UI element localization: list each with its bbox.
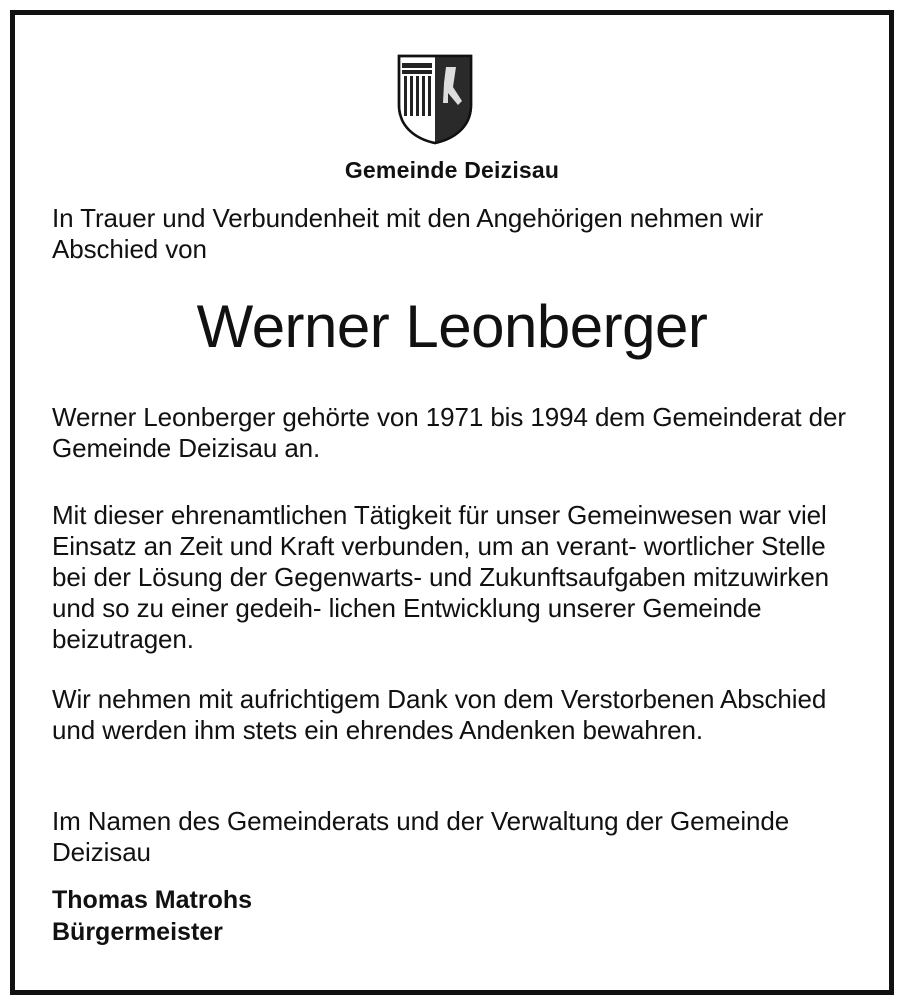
coat-of-arms-icon [396,53,474,145]
paragraph-honorary-work: Mit dieser ehrenamtlichen Tätigkeit für unser Gemeinwesen war viel Einsatz an Zeit und Kraft verbunden, um an verant- wortlicher Stelle bei der Lösung der Gegenwarts- und Zukunftsaufgaben mitzuwirken und so zu einer gedeih- lichen Entwicklung unserer Gemeinde beizutragen. [52,500,830,654]
paragraph-thanks: Wir nehmen mit aufrichtigem Dank von dem Verstorbenen Abschied und werden ihm stets ein ehrendes Andenken bewahren. [52,684,827,745]
paragraph-council-tenure: Werner Leonberger gehörte von 1971 bis 1994 dem Gemeinderat der Gemeinde Deizisau an. [52,402,846,463]
signatory-title: Bürgermeister [52,918,223,946]
intro-text: In Trauer und Verbundenheit mit den Angehörigen nehmen wir Abschied von [52,203,764,264]
deceased-name: Werner Leonberger [196,293,708,360]
signature-block [52,884,252,948]
paragraph-on-behalf: Im Namen des Gemeinderats und der Verwaltung der Gemeinde Deizisau [52,806,790,867]
signatory-name: Thomas Matrohs [52,886,253,914]
organization-heading: Gemeinde Deizisau [344,157,560,183]
